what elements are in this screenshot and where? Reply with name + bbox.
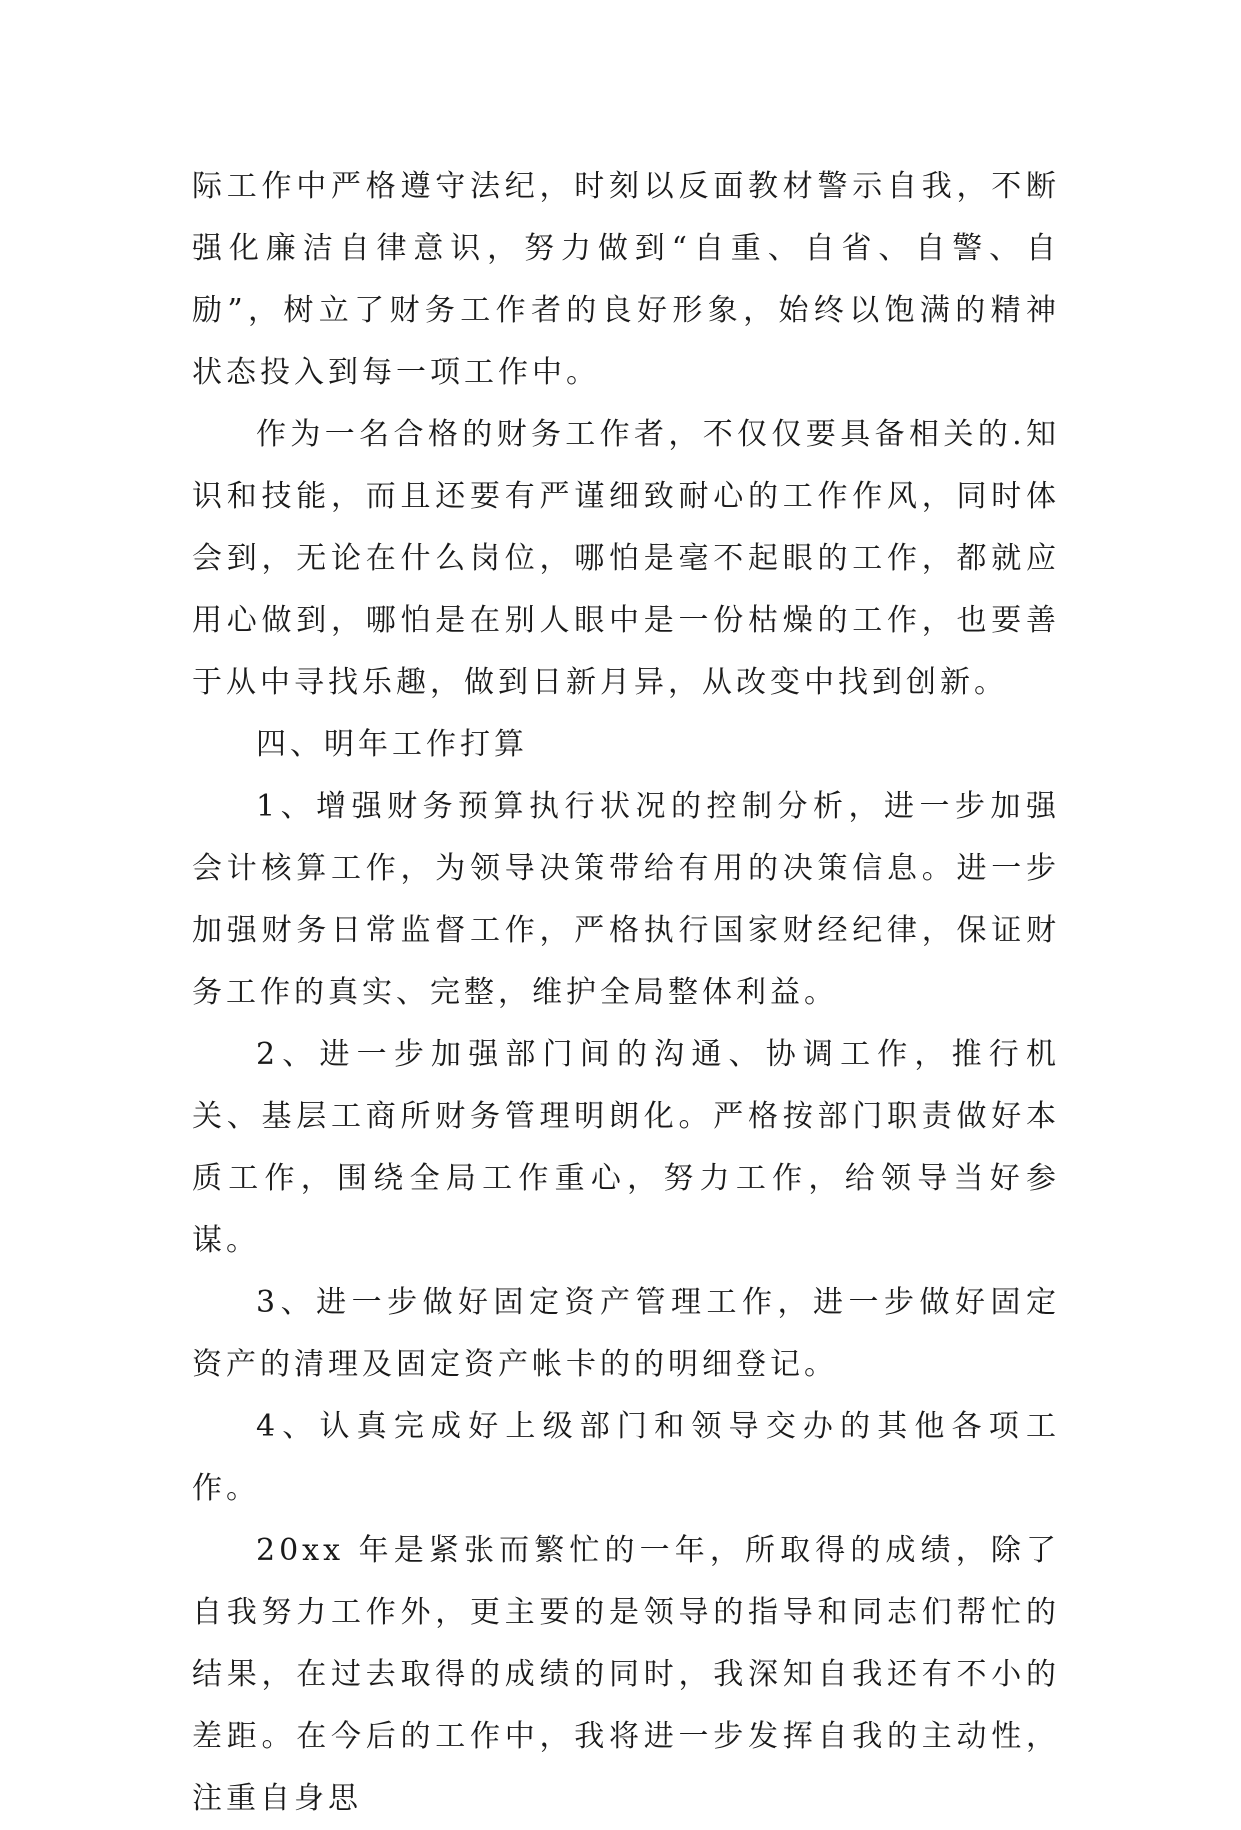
- closing-paragraph: 20xx 年是紧张而繁忙的一年，所取得的成绩，除了自我努力工作外，更主要的是领导的指导和同志们帮忙的结果，在过去取得的成绩的同时，我深知自我还有不小的差距。在今后的工作中，我将进一步发挥自我的主动性，注重自身思: [192, 1533, 1060, 1816]
- plan-item-2: 2、进一步加强部门间的沟通、协调工作，推行机关、基层工商所财务管理明朗化。严格按部门职责做好本质工作，围绕全局工作重心，努力工作，给领导当好参谋。: [192, 1037, 1060, 1258]
- plan-item-4: 4、认真完成好上级部门和领导交办的其他各项工作。: [192, 1409, 1060, 1506]
- paragraph-1: 际工作中严格遵守法纪，时刻以反面教材警示自我，不断强化廉洁自律意识，努力做到“自重、自省、自警、自励”，树立了财务工作者的良好形象，始终以饱满的精神状态投入到每一项工作中。: [192, 169, 1060, 390]
- plan-item-1: 1、增强财务预算执行状况的控制分析，进一步加强会计核算工作，为领导决策带给有用的决策信息。进一步加强财务日常监督工作，严格执行国家财经纪律，保证财务工作的真实、完整，维护全局整体利益。: [192, 789, 1060, 1010]
- document-body: [192, 156, 1060, 1830]
- plan-item-3: 3、进一步做好固定资产管理工作，进一步做好固定资产的清理及固定资产帐卡的的明细登记。: [192, 1285, 1060, 1382]
- section-heading: 四、明年工作打算: [256, 727, 528, 762]
- paragraph-2: 作为一名合格的财务工作者，不仅仅要具备相关的.知识和技能，而且还要有严谨细致耐心的工作作风，同时体会到，无论在什么岗位，哪怕是毫不起眼的工作，都就应用心做到，哪怕是在别人眼中是一份枯燥的工作，也要善于从中寻找乐趣，做到日新月异，从改变中找到创新。: [192, 417, 1060, 700]
